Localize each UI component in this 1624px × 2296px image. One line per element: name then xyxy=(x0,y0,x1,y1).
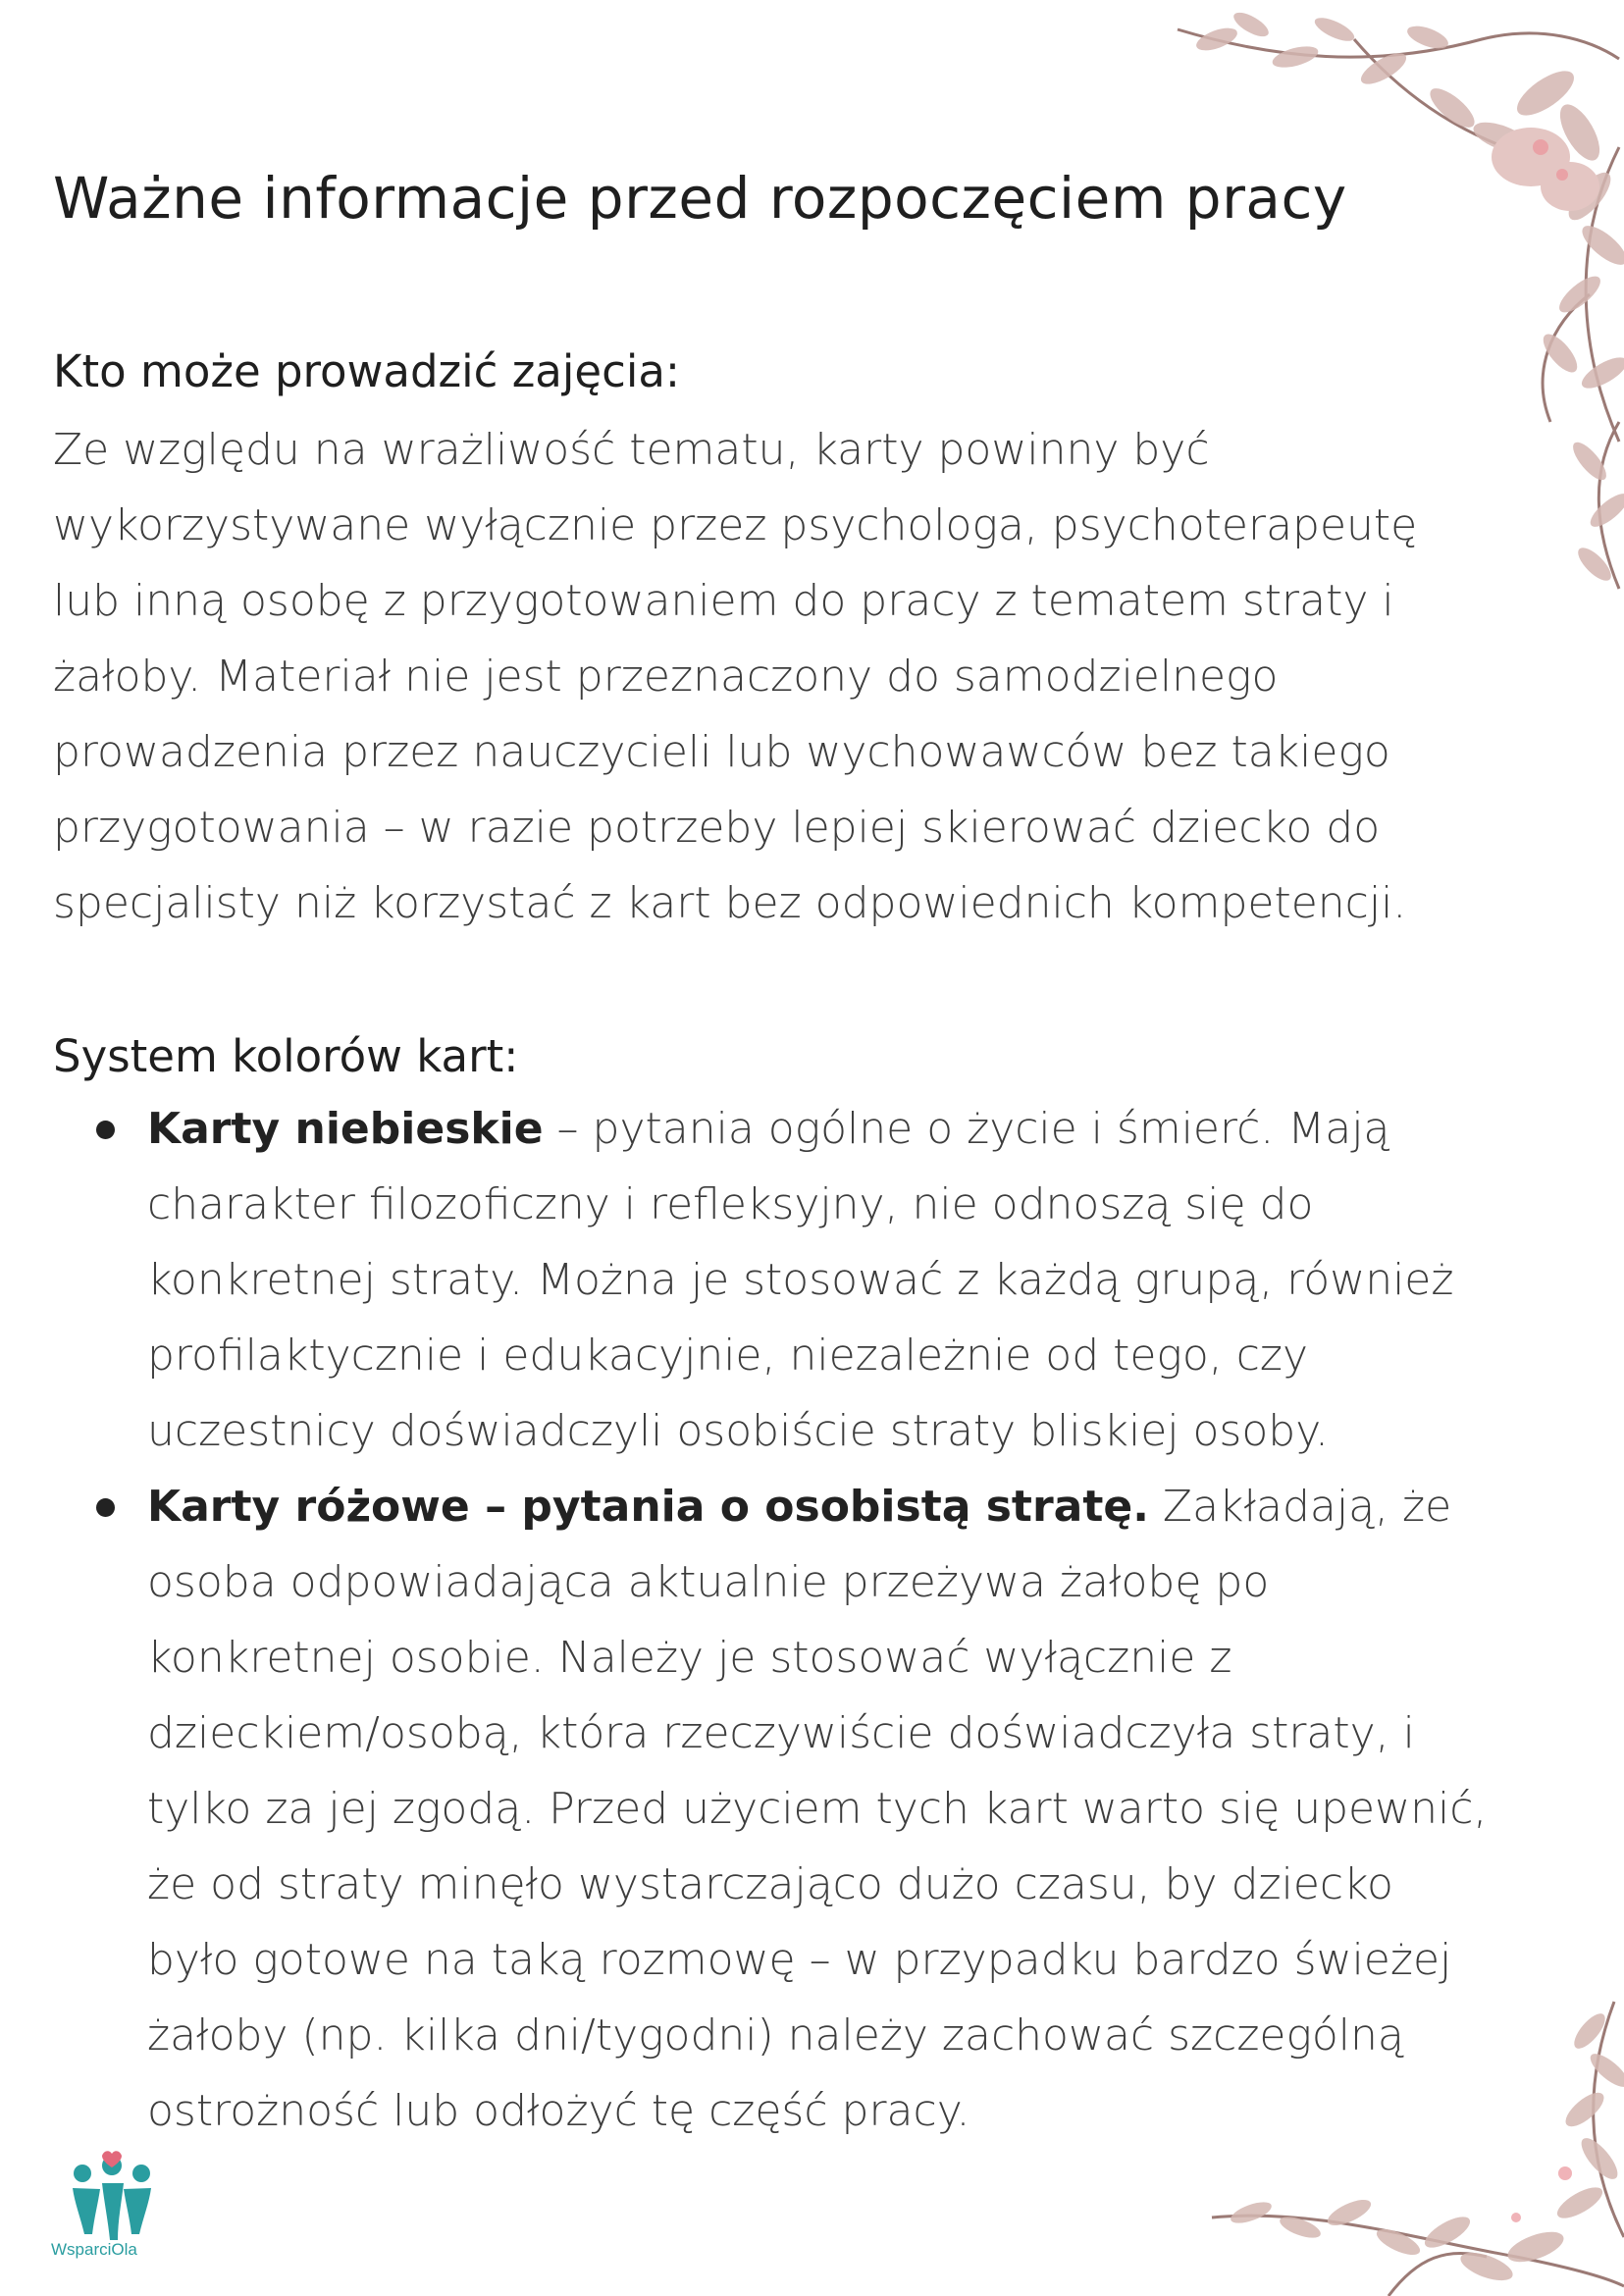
paragraph-line: specjalisty niż korzystać z kart bez odpowiednich kompetencji. xyxy=(53,878,1407,928)
section-heading-colors: System kolorów kart: xyxy=(53,1030,519,1082)
bullet-line: osoba odpowiadająca aktualnie przeżywa żałobę po xyxy=(147,1557,1270,1607)
bullet-line: konkretnej osobie. Należy je stosować wyłącznie z xyxy=(147,1633,1232,1683)
paragraph-line: prowadzenia przez nauczycieli lub wychowawców bez takiego xyxy=(53,727,1390,777)
logo-text: WsparciOla xyxy=(51,2240,137,2259)
bullet-dot-icon xyxy=(96,1121,115,1139)
paragraph-line: przygotowania – w razie potrzeby lepiej skierować dziecko do xyxy=(53,803,1381,853)
page-title: Ważne informacje przed rozpoczęciem pracy xyxy=(53,165,1347,232)
bullet-dot-icon xyxy=(96,1498,115,1517)
bullet-line: było gotowe na taką rozmowę – w przypadku bardzo świeżej xyxy=(147,1935,1452,1985)
bullet-list xyxy=(0,1091,1570,2149)
bullet-line: ostrożność lub odłożyć tę część pracy. xyxy=(147,2086,970,2136)
bullet-line: tylko za jej zgodą. Przed użyciem tych kart warto się upewnić, xyxy=(147,1784,1488,1834)
bullet-line: charakter filozoficzny i refleksyjny, nie odnoszą się do xyxy=(147,1179,1314,1229)
bullet-line: konkretnej straty. Można je stosować z każdą grupą, również xyxy=(147,1255,1454,1305)
bullet-line: że od straty minęło wystarczająco dużo czasu, by dziecko xyxy=(147,1859,1393,1909)
bullet-bold-label: Karty niebieskie xyxy=(147,1104,544,1154)
bullet-item-blue xyxy=(0,1091,1570,1469)
bullet-first-line: Zakładają, że xyxy=(1148,1482,1452,1532)
bullet-line: dzieckiem/osobą, która rzeczywiście doświadczyła straty, i xyxy=(147,1708,1415,1758)
section-heading-who: Kto może prowadzić zajęcia: xyxy=(53,345,681,397)
paragraph-line: żałoby. Materiał nie jest przeznaczony do samodzielnego xyxy=(53,652,1279,702)
bullet-bold-label: Karty różowe – pytania o osobistą stratę. xyxy=(147,1482,1149,1532)
wsparciola-logo-icon xyxy=(53,2144,171,2252)
bullet-first-line: – pytania ogólne o życie i śmierć. Mają xyxy=(543,1104,1390,1154)
section-paragraph-who xyxy=(53,412,1535,941)
bullet-line: żałoby (np. kilka dni/tygodni) należy zachować szczególną xyxy=(147,2010,1404,2061)
bullet-item-pink xyxy=(0,1469,1570,2149)
paragraph-line: wykorzystywane wyłącznie przez psychologa, psychoterapeutę xyxy=(53,500,1418,550)
paragraph-line: lub inną osobę z przygotowaniem do pracy z tematem straty i xyxy=(53,576,1394,626)
paragraph-line: Ze względu na wrażliwość tematu, karty powinny być xyxy=(53,425,1210,475)
bullet-line: uczestnicy doświadczyli osobiście straty bliskiej osoby. xyxy=(147,1406,1329,1456)
bullet-line: profilaktycznie i edukacyjnie, niezależnie od tego, czy xyxy=(147,1331,1309,1381)
